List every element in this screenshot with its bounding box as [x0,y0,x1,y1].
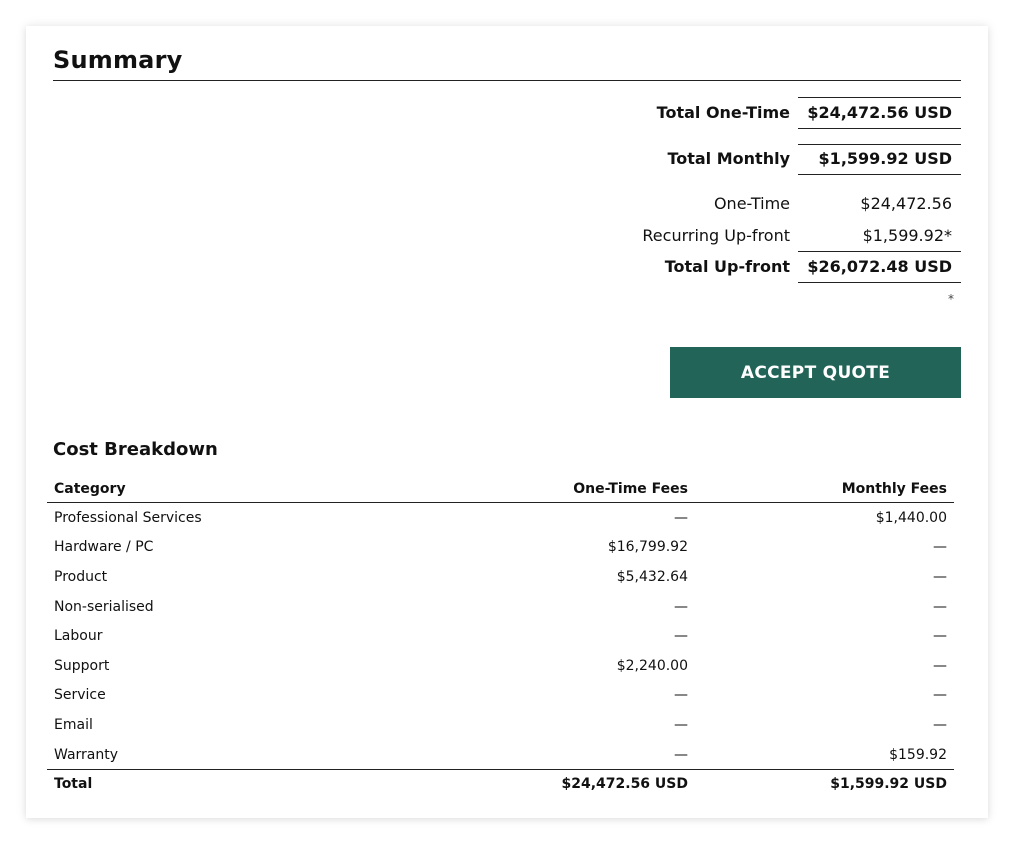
row-one-time: — [674,509,688,526]
row-category: Warranty [54,746,119,763]
accept-quote-button[interactable]: ACCEPT QUOTE [670,347,961,398]
total-monthly-top-rule [798,144,961,145]
header-one-time-fees: One-Time Fees [391,476,695,503]
row-monthly: $159.92 [889,746,947,763]
table-row [47,592,954,622]
row-category: Product [54,568,108,585]
row-one-time: — [674,716,688,733]
table-row [47,503,954,533]
table-row [47,681,954,711]
total-upfront-label: Total Up-front [664,257,790,276]
total-label: Total [47,770,391,798]
row-category: Email [54,716,93,733]
one-time-row [26,191,988,217]
total-upfront-value: $26,072.48 USD [807,257,952,276]
title-divider [53,80,961,81]
recurring-upfront-row [26,223,988,249]
row-monthly: — [933,598,947,615]
total-monthly-row [26,146,988,172]
row-one-time: $16,799.92 [607,539,688,556]
row-category: Support [54,657,110,674]
table-row [47,621,954,651]
one-time-value: $24,472.56 [860,194,952,213]
row-one-time: — [674,628,688,645]
header-monthly-fees: Monthly Fees [695,476,954,503]
total-one-time-row [26,100,988,126]
total-one-time-label: Total One-Time [656,103,790,122]
row-one-time: — [674,746,688,763]
total-upfront-row [26,254,988,280]
quote-summary-card [26,26,988,818]
summary-title: Summary [53,46,183,74]
row-one-time: $2,240.00 [616,657,688,674]
total-monthly: $1,599.92 USD [695,770,954,798]
table-row [47,533,954,563]
total-upfront-top-rule [798,251,961,252]
table-row [47,651,954,681]
total-one-time-top-rule [798,97,961,98]
recurring-upfront-value: $1,599.92* [862,226,952,245]
cost-breakdown-table [47,476,954,797]
recurring-upfront-label: Recurring Up-front [642,226,790,245]
table-row [47,740,954,770]
row-category: Non-serialised [54,598,154,615]
row-monthly: — [933,568,947,585]
row-category: Service [54,687,106,704]
total-monthly-value: $1,599.92 USD [818,149,952,168]
total-one-time-bottom-rule [798,128,961,129]
cost-breakdown-title: Cost Breakdown [53,439,218,460]
row-one-time: — [674,598,688,615]
table-row [47,562,954,592]
row-monthly: — [933,539,947,556]
row-category: Hardware / PC [54,539,154,556]
total-monthly-label: Total Monthly [667,149,790,168]
row-category: Professional Services [54,509,202,526]
total-monthly-bottom-rule [798,174,961,175]
row-category: Labour [54,628,103,645]
row-monthly: — [933,657,947,674]
footnote-marker: * [948,292,954,306]
total-one-time-value: $24,472.56 USD [807,103,952,122]
header-category: Category [47,476,391,503]
total-one-time: $24,472.56 USD [391,770,695,798]
one-time-label: One-Time [713,194,790,213]
row-one-time: $5,432.64 [616,568,688,585]
table-row [47,710,954,740]
row-monthly: — [933,716,947,733]
row-monthly: — [933,628,947,645]
table-header-row [47,476,954,503]
row-monthly: — [933,687,947,704]
row-monthly: $1,440.00 [875,509,947,526]
table-total-row [47,770,954,798]
total-upfront-bottom-rule [798,282,961,283]
row-one-time: — [674,687,688,704]
